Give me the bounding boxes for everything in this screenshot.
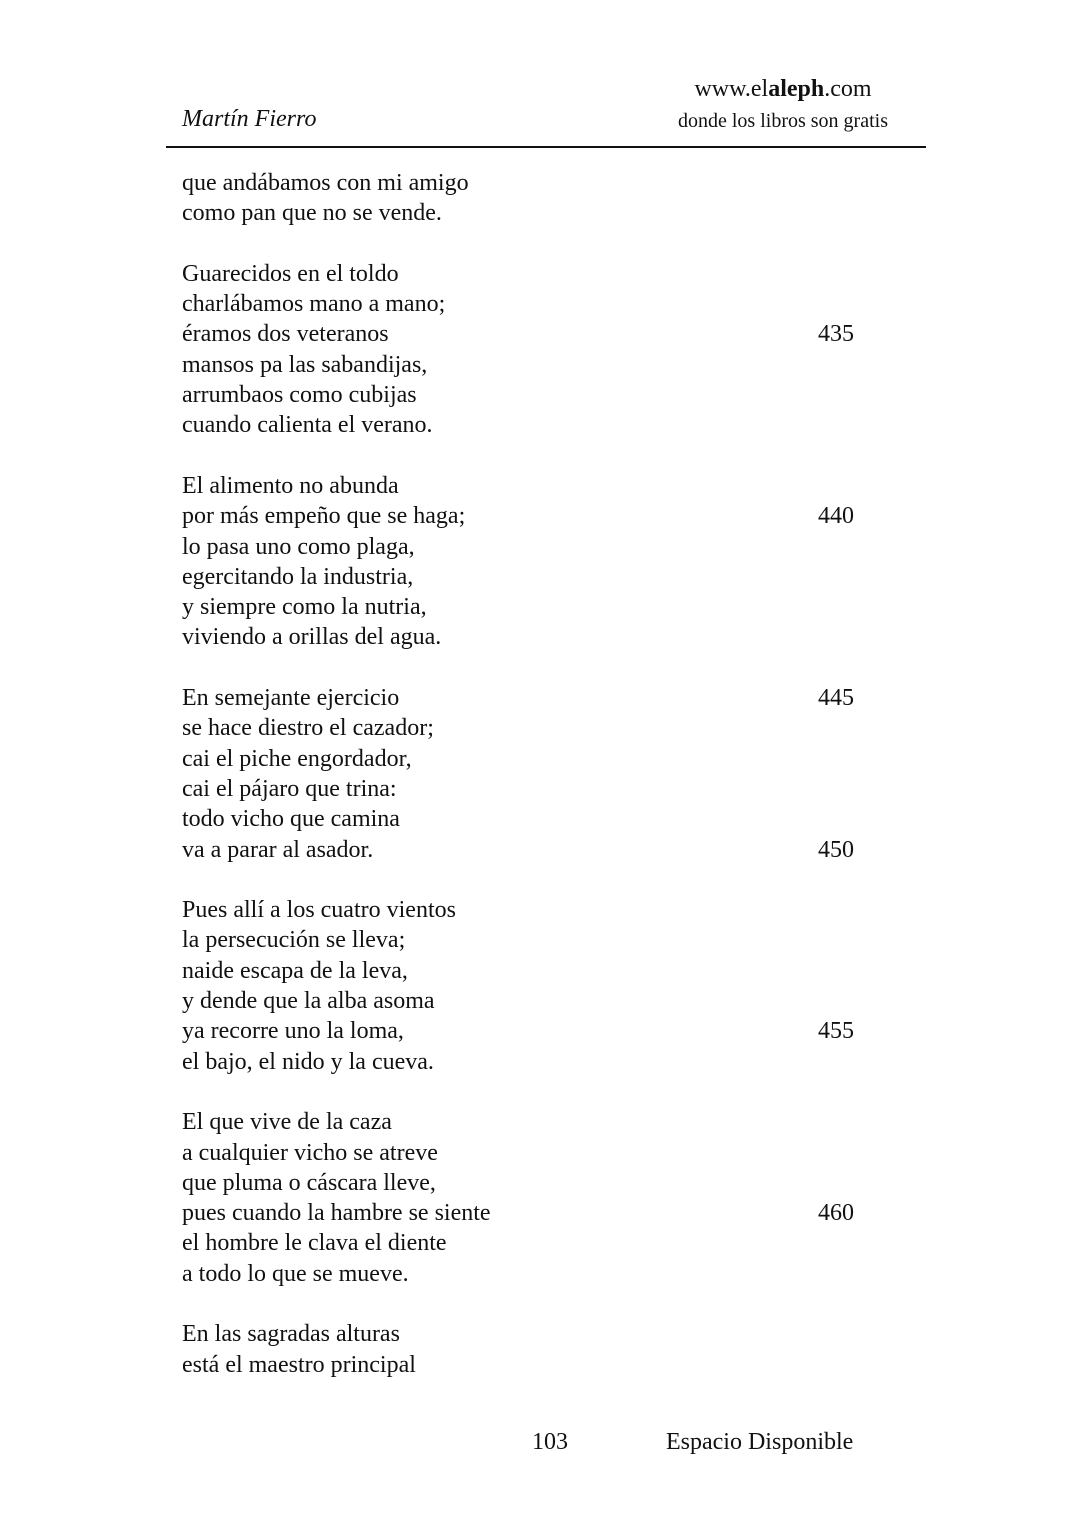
verse-text: el bajo, el nido y la cueva.: [182, 1048, 434, 1075]
stanza: [182, 683, 882, 865]
site-url-prefix: www.el: [694, 76, 769, 102]
verse-text: cai el pájaro que trina:: [182, 775, 397, 802]
line-number: 440: [818, 503, 854, 530]
verse-line: [182, 1016, 882, 1046]
verse-line: [182, 380, 882, 410]
verse-text: cai el piche engordador,: [182, 745, 412, 772]
verse-line: [182, 986, 882, 1016]
verse-text: el hombre le clava el diente: [182, 1230, 447, 1257]
verse-line: [182, 622, 882, 652]
verse-line: [182, 956, 882, 986]
verse-text: y dende que la alba asoma: [182, 988, 435, 1015]
verse-text: a todo lo que se mueve.: [182, 1260, 409, 1287]
verse-text: a cualquier vicho se atreve: [182, 1139, 438, 1166]
site-url-suffix: .com: [824, 76, 872, 102]
site-tagline: donde los libros son gratis: [678, 110, 888, 132]
verse-text: En las sagradas alturas: [182, 1321, 400, 1348]
line-number: 460: [818, 1200, 854, 1227]
verse-text: El que vive de la caza: [182, 1109, 392, 1136]
verse-text: lo pasa uno como plaga,: [182, 533, 415, 560]
verse-line: [182, 925, 882, 955]
verse-text: arrumbaos como cubijas: [182, 382, 417, 409]
verse-line: [182, 471, 882, 501]
site-url: [650, 74, 916, 104]
verse-text: éramos dos veteranos: [182, 321, 389, 348]
verse-line: [182, 1168, 882, 1198]
verse-text: Pues allí a los cuatro vientos: [182, 897, 456, 924]
verse-text: y siempre como la nutria,: [182, 594, 427, 621]
verse-text: viviendo a orillas del agua.: [182, 624, 442, 651]
verse-line: [182, 683, 882, 713]
book-title: Martín Fierro: [182, 106, 317, 132]
stanza: [182, 471, 882, 653]
verse-text: ya recorre uno la loma,: [182, 1018, 404, 1045]
site-url-brand: aleph: [768, 76, 825, 102]
verse-line: [182, 410, 882, 440]
verse-text: como pan que no se vende.: [182, 200, 442, 227]
verse-text: se hace diestro el cazador;: [182, 715, 434, 742]
verse-line: [182, 1319, 882, 1349]
header-divider: [166, 146, 926, 148]
verse-text: que pluma o cáscara lleve,: [182, 1169, 436, 1196]
verse-line: [182, 713, 882, 743]
verse-line: [182, 259, 882, 289]
verse-text: charlábamos mano a mano;: [182, 291, 446, 318]
verse-text: El alimento no abunda: [182, 472, 399, 499]
verse-line: [182, 895, 882, 925]
verse-line: [182, 1107, 882, 1137]
verse-line: [182, 1228, 882, 1258]
stanza: [182, 259, 882, 441]
verse-line: [182, 1047, 882, 1077]
line-number: 445: [818, 685, 854, 712]
verse-text: todo vicho que camina: [182, 806, 400, 833]
verse-text: por más empeño que se haga;: [182, 503, 466, 530]
verse-body: [182, 168, 882, 1410]
stanza: [182, 168, 882, 229]
verse-text: mansos pa las sabandijas,: [182, 351, 428, 378]
verse-line: [182, 1350, 882, 1380]
verse-line: [182, 592, 882, 622]
verse-text: está el maestro principal: [182, 1351, 416, 1378]
verse-line: [182, 744, 882, 774]
verse-line: [182, 168, 882, 198]
verse-line: [182, 350, 882, 380]
verse-text: cuando calienta el verano.: [182, 412, 433, 439]
verse-text: que andábamos con mi amigo: [182, 170, 469, 196]
verse-text: la persecución se lleva;: [182, 927, 406, 954]
page-number: 103: [532, 1429, 568, 1455]
verse-text: naide escapa de la leva,: [182, 957, 408, 984]
verse-line: [182, 319, 882, 349]
stanza: [182, 1107, 882, 1289]
stanza: [182, 895, 882, 1077]
line-number: 455: [818, 1018, 854, 1045]
verse-line: [182, 1198, 882, 1228]
verse-text: egercitando la industria,: [182, 563, 414, 590]
verse-line: [182, 774, 882, 804]
verse-line: [182, 501, 882, 531]
verse-line: [182, 835, 882, 865]
verse-line: [182, 532, 882, 562]
verse-text: va a parar al asador.: [182, 836, 374, 863]
verse-line: [182, 1259, 882, 1289]
stanza: [182, 1319, 882, 1380]
verse-line: [182, 289, 882, 319]
verse-line: [182, 1138, 882, 1168]
verse-text: Guarecidos en el toldo: [182, 260, 399, 287]
line-number: 450: [818, 836, 854, 863]
line-number: 435: [818, 321, 854, 348]
footer-note: Espacio Disponible: [666, 1429, 854, 1455]
verse-line: [182, 562, 882, 592]
verse-line: [182, 804, 882, 834]
verse-text: pues cuando la hambre se siente: [182, 1200, 491, 1227]
verse-text: En semejante ejercicio: [182, 685, 400, 712]
verse-line: [182, 198, 882, 228]
